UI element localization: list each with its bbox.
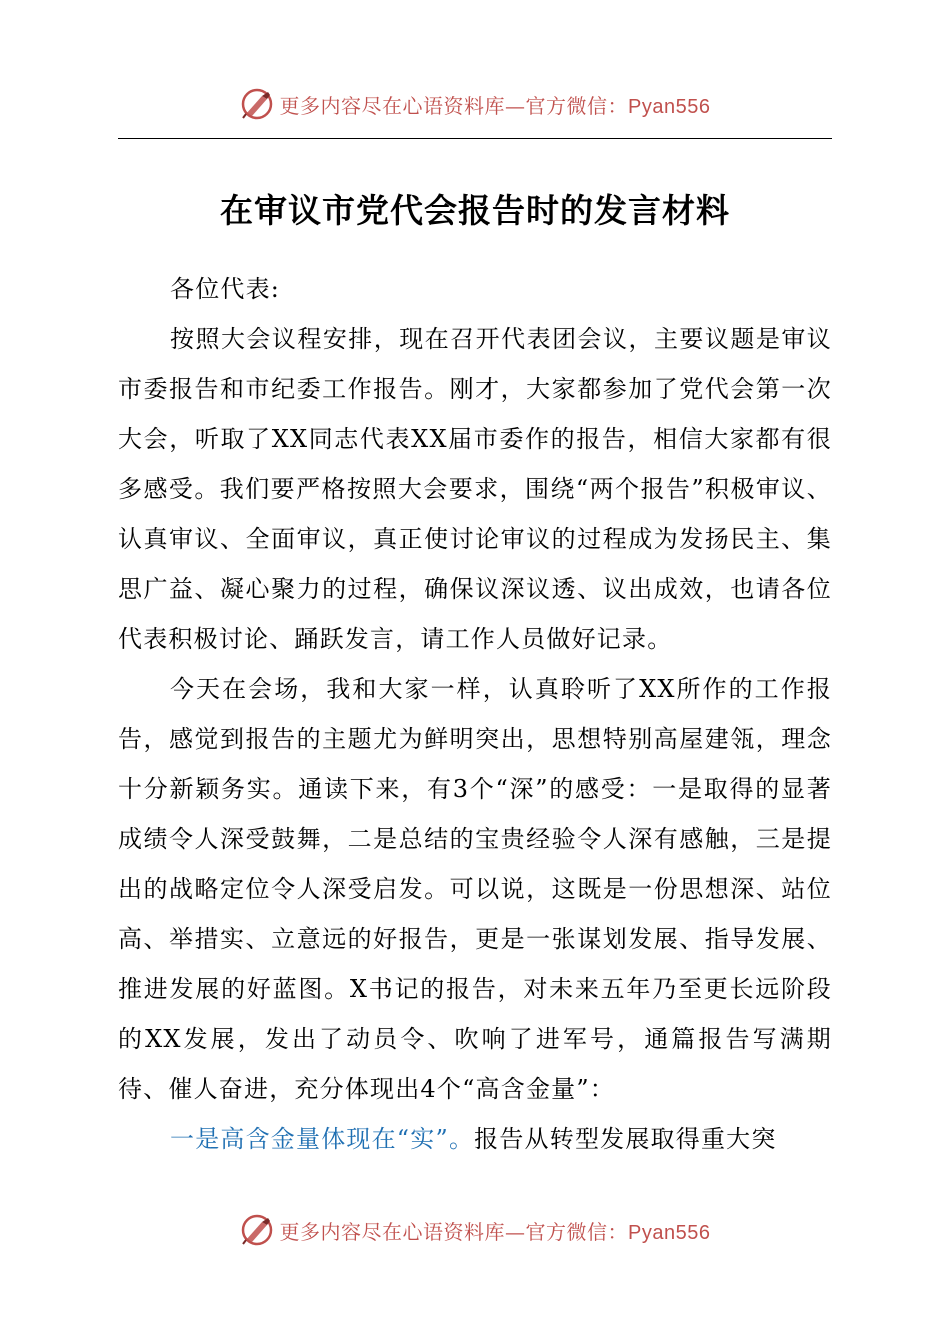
footer-banner-wechat-id: Pyan556 (628, 1221, 711, 1244)
document-title: 在审议市党代会报告时的发言材料 (220, 191, 730, 230)
footer-banner (0, 1210, 950, 1250)
pen-nib-logo-icon (240, 1213, 274, 1247)
header-banner (0, 84, 950, 124)
paragraph-3-text: 报告从转型发展取得重大突 (474, 1125, 777, 1153)
pen-nib-logo-icon (240, 87, 274, 121)
header-banner-wechat-id: Pyan556 (628, 95, 711, 118)
header-divider (118, 138, 832, 139)
header-banner-text (280, 90, 711, 119)
salutation: 各位代表: (170, 275, 281, 303)
paragraph-1: 按照大会议程安排，现在召开代表团会议，主要议题是审议市委报告和市纪委工作报告。刚才，大家都参加了党代会第一次大会，听取了XX同志代表XX届市委作的报告，相信大家都有很多感受。我们要严格按照大会要求，围绕“两个报告”积极审议、认真审议、全面审议，真正使讨论审议的过程成为发扬民主、集思广益、凝心聚力的过程，确保议深议透、议出成效，也请各位代表积极讨论、踊跃发言，请工作人员做好记录。 (118, 325, 832, 653)
footer-banner-text (280, 1216, 711, 1245)
footer-banner-wechat-label: 官方微信： (525, 1219, 629, 1244)
footer-banner-main: 更多内容尽在心语资料库 (279, 1219, 506, 1244)
paragraph-2: 今天在会场，我和大家一样，认真聆听了XX所作的工作报告，感觉到报告的主题尤为鲜明突出，思想特别高屋建瓴，理念十分新颖务实。通读下来，有3个“深”的感受：一是取得的显著成绩令人深受鼓舞，二是总结的宝贵经验令人深有感触，三是提出的战略定位令人深受启发。可以说，这既是一份思想深、站位高、举措实、立意远的好报告，更是一张谋划发展、指导发展、推进发展的好蓝图。X书记的报告，对未来五年乃至更长远阶段的XX发展，发出了动员令、吹响了进军号，通篇报告写满期待、催人奋进，充分体现出4个“高含金量”： (118, 675, 832, 1103)
paragraph-3 (118, 1114, 832, 1164)
header-banner-main: 更多内容尽在心语资料库 (279, 93, 506, 118)
document-body (118, 264, 832, 1164)
paragraph-3-heading: 一是高含金量体现在“实”。 (170, 1125, 475, 1153)
header-banner-separator: — (505, 93, 526, 118)
header-banner-wechat-label: 官方微信： (525, 93, 629, 118)
footer-banner-separator: — (505, 1219, 526, 1244)
